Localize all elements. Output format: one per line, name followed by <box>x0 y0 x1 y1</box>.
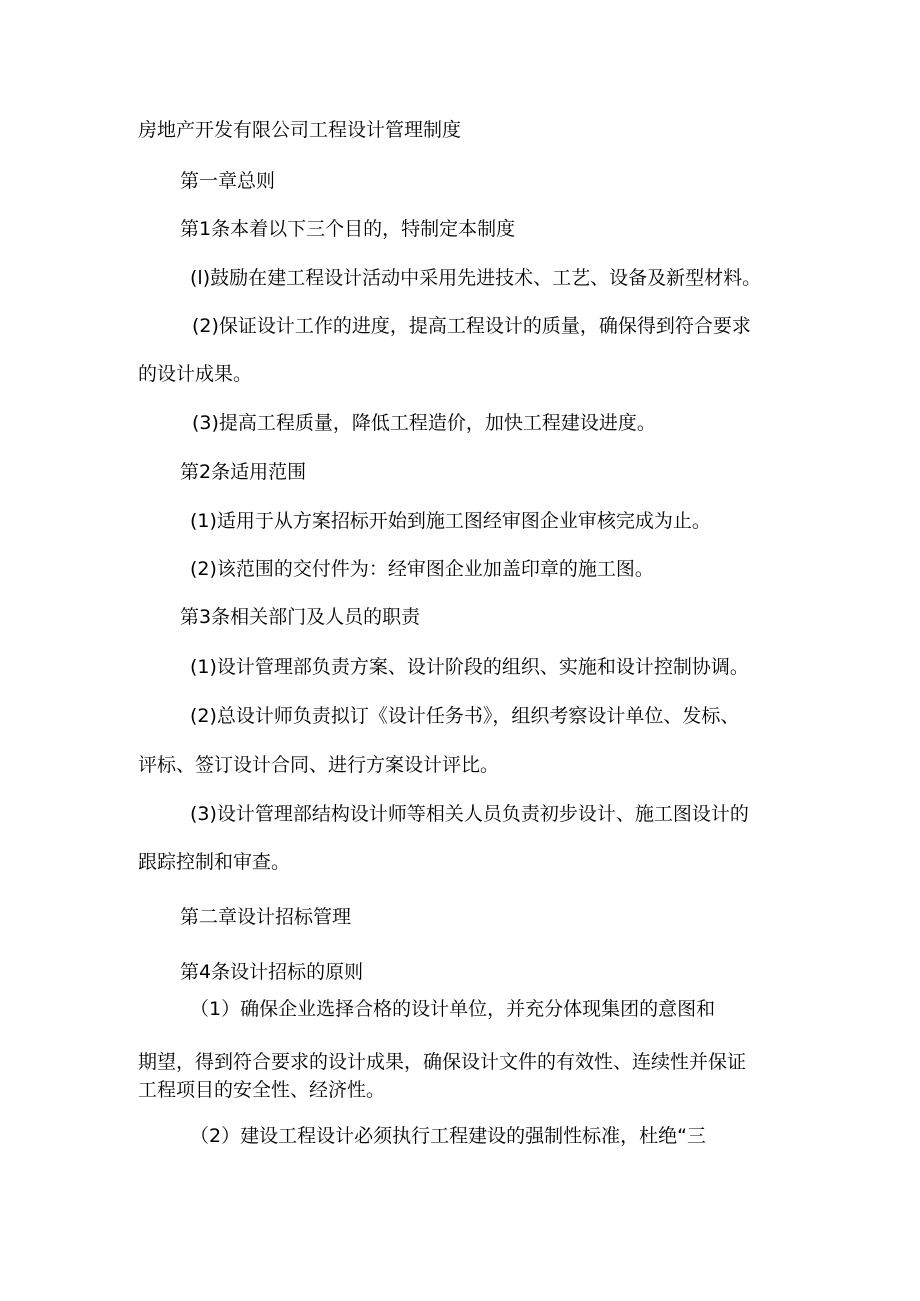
article-3-item-2-line-2: 评标、签订设计合同、进行方案设计评比。 <box>138 754 500 776</box>
article-1-item-2-line-2: 的设计成果。 <box>138 363 253 385</box>
article-3-item-1: (1)设计管理部负责方案、设计阶段的组织、实施和设计控制协调。 <box>190 656 749 678</box>
article-4-heading: 第4条设计招标的原则 <box>180 961 364 983</box>
article-4-item-2-line-1: （2）建设工程设计必须执行工程建设的强制性标准，杜绝“三 <box>190 1125 706 1147</box>
article-1-item-2-line-1: (2)保证设计工作的进度，提高工程设计的质量，确保得到符合要求 <box>192 315 751 337</box>
article-3-item-2-line-1: (2)总设计师负责拟订《设计任务书》，组织考察设计单位、发标、 <box>190 705 740 727</box>
article-4-item-1-line-2: 期望，得到符合要求的设计成果，确保设计文件的有效性、连续性并保证 <box>138 1051 747 1073</box>
article-3-heading: 第3条相关部门及人员的职责 <box>180 606 421 628</box>
article-1-item-1: (l)鼓励在建工程设计活动中采用先进技术、工艺、设备及新型材料。 <box>190 267 762 289</box>
chapter-2-heading: 第二章设计招标管理 <box>180 906 352 928</box>
article-4-item-1-line-3: 工程项目的安全性、经济性。 <box>138 1079 386 1101</box>
chapter-1-heading: 第一章总则 <box>180 170 276 192</box>
document-title: 房地产开发有限公司工程设计管理制度 <box>138 119 462 141</box>
article-3-item-3-line-1: (3)设计管理部结构设计师等相关人员负责初步设计、施工图设计的 <box>190 803 749 825</box>
article-1-item-3: (3)提高工程质量，降低工程造价，加快工程建设进度。 <box>192 412 656 434</box>
article-2-heading: 第2条适用范围 <box>180 461 307 483</box>
article-2-item-1: (1)适用于从方案招标开始到施工图经审图企业审核完成为止。 <box>190 510 711 532</box>
article-4-item-1-line-1: （1）确保企业选择合格的设计单位，并充分体现集团的意图和 <box>190 998 716 1020</box>
article-1-heading: 第1条本着以下三个目的，特制定本制度 <box>180 218 516 240</box>
article-2-item-2: (2)该范围的交付件为：经审图企业加盖印章的施工图。 <box>190 558 654 580</box>
article-3-item-3-line-2: 跟踪控制和审查。 <box>138 851 291 873</box>
